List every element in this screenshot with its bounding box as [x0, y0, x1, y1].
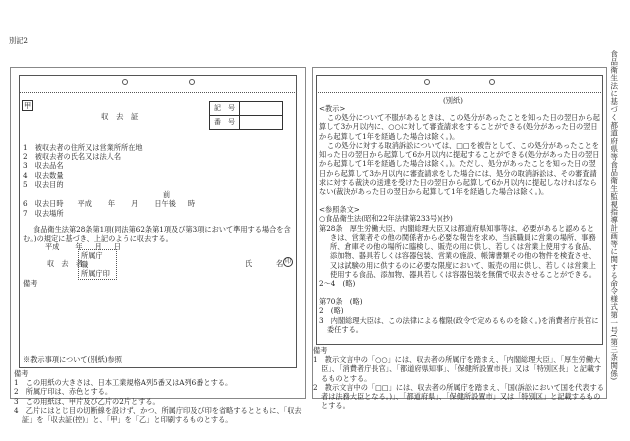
item-datetime — [23, 199, 195, 208]
article-70-2: 2 (略) — [319, 306, 344, 316]
year-label: 年 — [107, 199, 116, 208]
notes-label: 備考 — [313, 346, 328, 355]
code-number-table — [209, 101, 283, 130]
era: 平成 — [45, 242, 60, 251]
punch-hole — [489, 79, 495, 85]
article-70: 第70条 (略) — [319, 297, 363, 307]
item-product: 3 収去品名 — [23, 161, 64, 171]
note: 4 乙片にはとじ目の切断線を設けず、かつ、所属庁印及び印を省略するとともに、「収去証」を「収去証(控)」と、「甲」を「乙」と印刷するものとする。 — [14, 405, 302, 425]
form-title-vertical: 食品衛生法に基づく都道府県等食品衛生監視指導計画等に関する命令様式第一号(第三条関係) — [609, 50, 619, 381]
instruction-paragraph: この処分について不服があるときは、この処分があったことを知った日の翌日から起算して3か月以内に、○○に対して審査請求をすることができる(処分があった日の翌日から起算して1年を経過した場合は除く。)。 — [319, 113, 600, 141]
item-name: 2 被収去者の氏名又は法人名 — [23, 152, 122, 162]
collector-label: 収 去 者 — [47, 259, 83, 268]
month-label: 月 — [131, 199, 139, 208]
punch-hole — [189, 79, 195, 85]
receipt-title: 収 去 証 — [101, 112, 139, 121]
item-purpose: 5 収去目的 — [23, 179, 64, 189]
year-label: 年 — [75, 242, 83, 251]
item-place: 7 収去場所 — [23, 209, 64, 218]
note: 1 この用紙の大きさは、日本工業規格A列5番又はA列6番とする。 — [14, 378, 233, 388]
punch-hole — [424, 79, 430, 85]
copy-mark: 甲 — [24, 101, 32, 110]
law-title: ○食品衛生法(昭和22年法律第233号)(抄) — [319, 214, 453, 224]
name-label: 氏 — [245, 259, 253, 268]
number-field[interactable] — [240, 116, 283, 130]
era: 平成 — [77, 199, 92, 208]
day-label: 日 — [113, 242, 121, 251]
item-quantity: 4 収去数量 — [23, 170, 64, 180]
instruction-notes — [313, 346, 605, 411]
receipt-notes — [14, 369, 304, 424]
name-label-2: 名 — [276, 259, 284, 268]
article-28-rest: 2～4 (略) — [319, 278, 356, 288]
instruction-heading: <教示> — [319, 104, 346, 113]
attachment-label: 別記2 — [9, 36, 28, 45]
am-label: 前 — [163, 190, 171, 199]
remarks-label: 備考 — [23, 279, 38, 288]
note: 1 教示文言中の「○○」には、収去者の所属庁を踏まえ、「内閣総理大臣」、「厚生労働大臣」、「消費者庁長官」、「都道府県知事」、「保健所設置市長」又は「特別区長」と記載するものとする。 — [313, 355, 602, 383]
agency-label: 所属庁 — [81, 251, 103, 260]
punch-hole — [122, 79, 128, 85]
note: 2 教示文言中の「□□」には、収去者の所属庁を踏まえ、「国(訴訟において国を代表する者は法務大臣となる。)」、「都道府県」、「保健所設置市」又は「特別区」と記載するものとする。 — [313, 382, 604, 411]
sheet-label: (別紙) — [443, 96, 463, 105]
perforation-line — [316, 92, 603, 93]
item-address: 1 被収去者の住所又は営業所所在地 — [23, 143, 143, 152]
seal-mark: 印 — [284, 258, 291, 265]
instruction-body — [319, 104, 600, 334]
day-label: 日午後 — [154, 199, 176, 208]
code-field[interactable] — [240, 102, 283, 116]
perforation-line — [19, 92, 297, 93]
datetime-label: 6 収去日時 — [23, 199, 64, 208]
hour-label: 時 — [187, 199, 196, 208]
agency-seal-label: 所属庁印 — [81, 269, 110, 278]
receipt-form-panel — [10, 67, 306, 425]
instruction-sheet-panel — [312, 67, 607, 411]
item-list — [23, 143, 143, 189]
position-label: 職 — [81, 260, 89, 269]
month-label: 月 — [94, 242, 102, 251]
agency-box — [78, 249, 117, 280]
reference-heading: <参照条文> — [319, 205, 360, 215]
article-28: 第28条 厚生労働大臣、内閣総理大臣又は都道府県知事等は、必要があると認めるときは、営業者その他の関係者から必要な報告を求め、当該職員に営業の場所、事務所、倉庫その他の場所に臨検し、販売の用に供し、若しくは営業上使用する食品、添加物、器具若しくは容器包装、営業の施設、帳簿書類その他の物件を検査させ、又は試験の用に供するのに必要な限度において、販売の用に供し、若しくは営業上使用する食品、添加物、器具若しくは容器包装を無償で収去させることができる。 — [319, 223, 596, 279]
notes-label: 備考 — [14, 369, 29, 378]
note: 2 所属庁印は、赤色とする。 — [14, 387, 113, 397]
article-70-3: 3 内閣総理大臣は、この法律による権限(政令で定めるものを除く。)を消費者庁長官に委任する。 — [319, 315, 599, 334]
code-label: 記 号 — [210, 102, 240, 116]
number-label: 番 号 — [210, 116, 240, 130]
instruction-paragraph: この処分に対する取消訴訟については、□□を被告として、この処分があったことを知った日の翌日から起算して6か月以内に提起することができる(処分があった日の翌日から起算して1年を経過した場合は除く。)。ただし、処分があったことを知った日の翌日から起算して3か月以内に審査請求をした場合には、処分の取消訴訟は、その審査請求に対する裁決の送達を受けた日の翌日から起算して6か月以内に提起しなければならない(裁決があった日の翌日から起算して1年を経過した場合は除く。)。 — [319, 140, 600, 196]
notice-reference: ※教示事項について(別紙)参照 — [23, 355, 122, 364]
note: 3 この用紙は、甲片及び乙片の2片とする。 — [14, 396, 160, 406]
legal-statement: 食品衛生法第28条第1項(同法第62条第1項及び第3項において準用する場合を含む。)の規定に基づき、上記のように収去する。 — [23, 225, 291, 244]
